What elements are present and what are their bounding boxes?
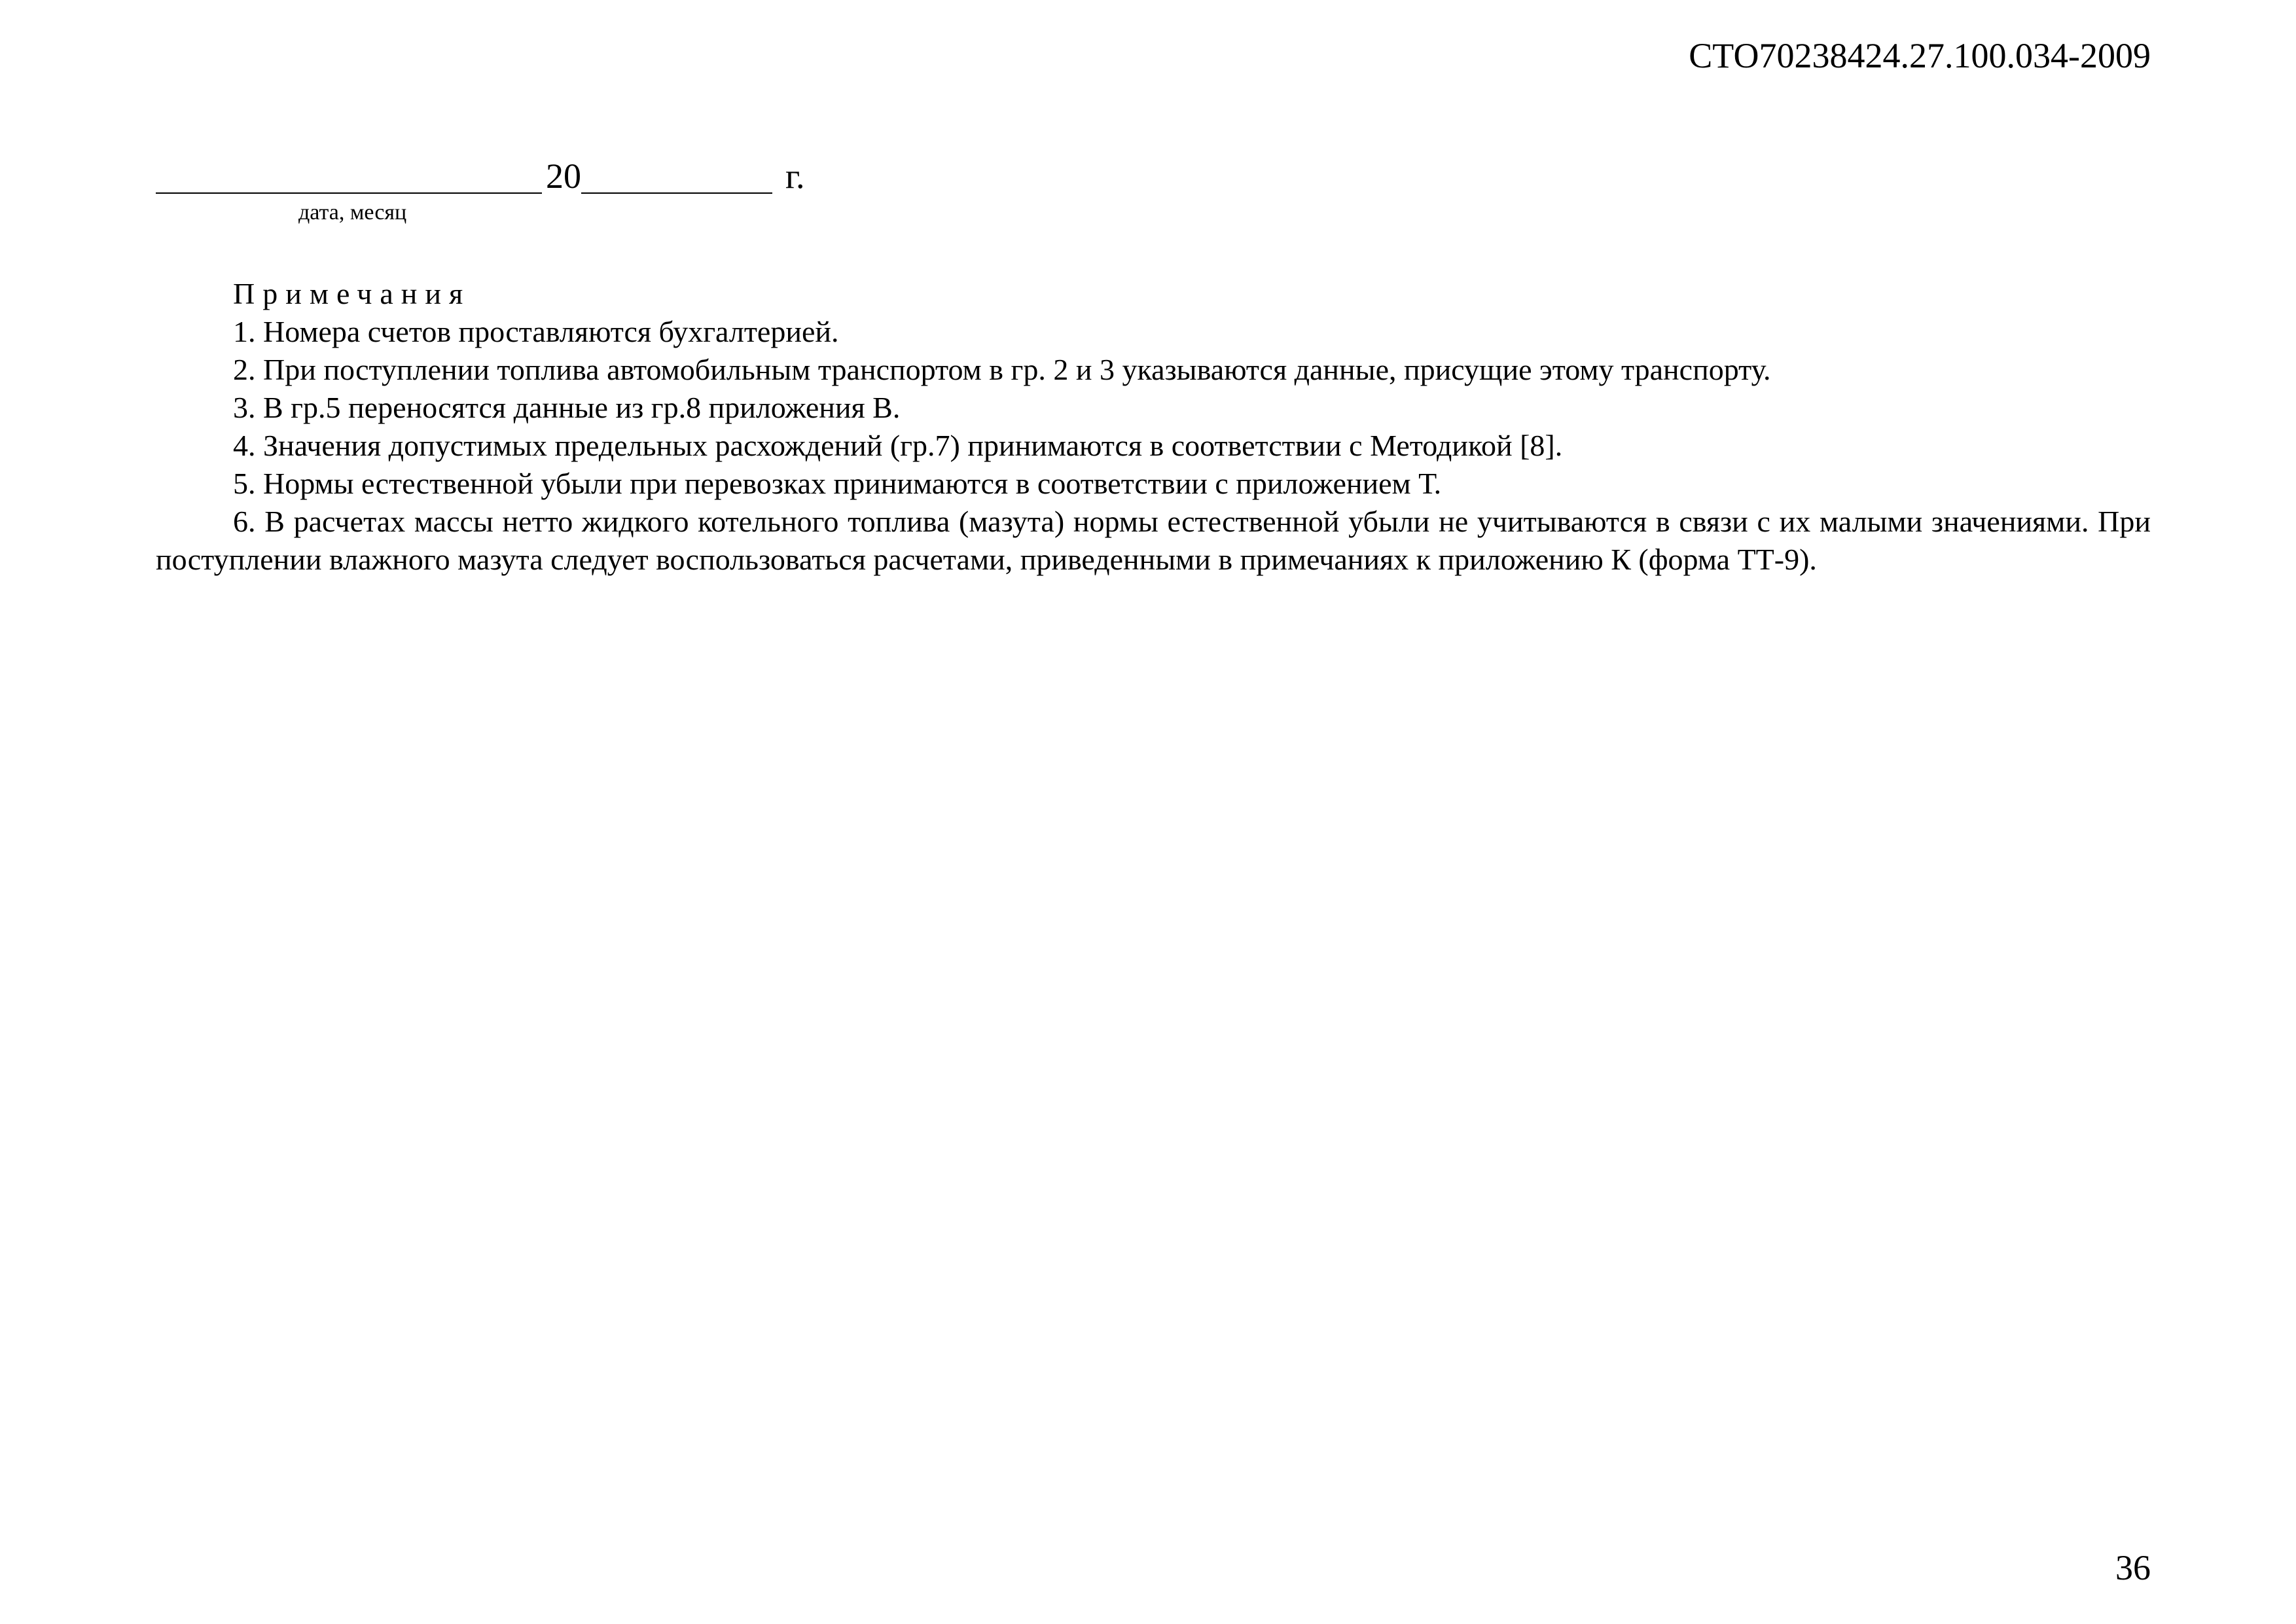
note-item-5: 5. Нормы естественной убыли при перевозках принимаются в соответствии с приложением Т. — [233, 467, 1442, 500]
date-caption: дата, месяц — [298, 200, 407, 225]
page-number: 36 — [2115, 1548, 2151, 1587]
notes-section — [156, 275, 2151, 579]
note-item-4: 4. Значения допустимых предельных расхождений (гр.7) принимаются в соответствии с Методикой [8]. — [233, 429, 1563, 462]
note-item-2: 2. При поступлении топлива автомобильным транспортом в гр. 2 и 3 указываются данные, присущие этому транспорту. — [233, 353, 1771, 386]
note-item-1: 1. Номера счетов проставляются бухгалтерией. — [233, 315, 839, 348]
year-suffix: г. — [785, 156, 805, 196]
note-item-3: 3. В гр.5 переносятся данные из гр.8 приложения В. — [233, 391, 901, 424]
year-blank — [581, 156, 772, 194]
date-field — [156, 156, 1007, 234]
note-item-6: 6. В расчетах массы нетто жидкого котельного топлива (мазута) нормы естественной убыли не учитываются в связи с их малыми значениями. При поступлении влажного мазута следует воспользоваться расчетами, приведенными в примечаниях к приложению К (форма ТТ-9). — [156, 505, 2151, 576]
date-line — [156, 156, 1007, 194]
notes-heading: Примечания — [233, 277, 471, 310]
year-prefix: 20 — [546, 156, 581, 196]
day-month-blank — [156, 156, 542, 194]
document-code: СТО70238424.27.100.034-2009 — [1689, 36, 2151, 75]
